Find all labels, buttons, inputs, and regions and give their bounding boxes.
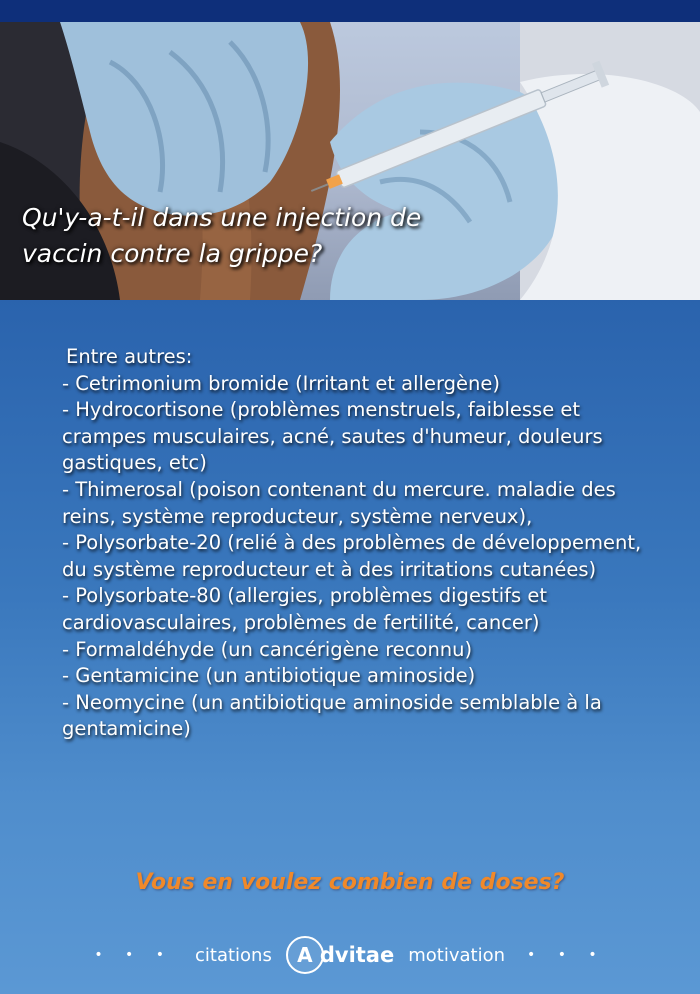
brand-logo (286, 936, 394, 974)
list-item: - Polysorbate-80 (allergies, problèmes digestifs et cardiovasculaires, problèmes de fertilité, cancer) (62, 584, 548, 634)
footer (0, 930, 700, 980)
list-item: - Formaldéhyde (un cancérigène reconnu) (62, 637, 473, 661)
list-item: - Gentamicine (un antibiotique aminoside) (62, 664, 476, 688)
footer-left-word: citations (195, 944, 272, 966)
list-item: - Polysorbate-20 (relié à des problèmes de développement, du système reproducteur et à des irritations cutanées) (62, 531, 642, 581)
dots-right: • • • (527, 947, 606, 963)
brand-name: dvitae (319, 943, 395, 967)
ingredient-list (62, 344, 662, 743)
vaccine-injection-photo (0, 22, 700, 300)
list-item: - Cetrimonium bromide (Irritant et allergène) (62, 371, 500, 395)
closing-question: Vous en voulez combien de doses? (135, 870, 565, 895)
intro-label: Entre autres: (66, 345, 193, 368)
top-bar (0, 0, 700, 22)
advitae-logo-icon: A (286, 936, 324, 974)
page-title (22, 200, 542, 272)
list-item: - Thimerosal (poison contenant du mercure. maladie des reins, système reproducteur, système nerveux), (62, 477, 616, 528)
title-line-1: Qu'y-a-t-il dans une injection de (22, 203, 422, 232)
title-line-2: vaccin contre la grippe? (22, 239, 323, 268)
list-item: - Hydrocortisone (problèmes menstruels, faiblesse et crampes musculaires, acné, sautes d'humeur, douleurs gastiques, etc) (62, 398, 603, 475)
list-item: - Neomycine (un antibiotique aminoside semblable à la gentamicine) (62, 690, 602, 741)
footer-right-word: motivation (408, 944, 505, 966)
dots-left: • • • (94, 947, 173, 963)
